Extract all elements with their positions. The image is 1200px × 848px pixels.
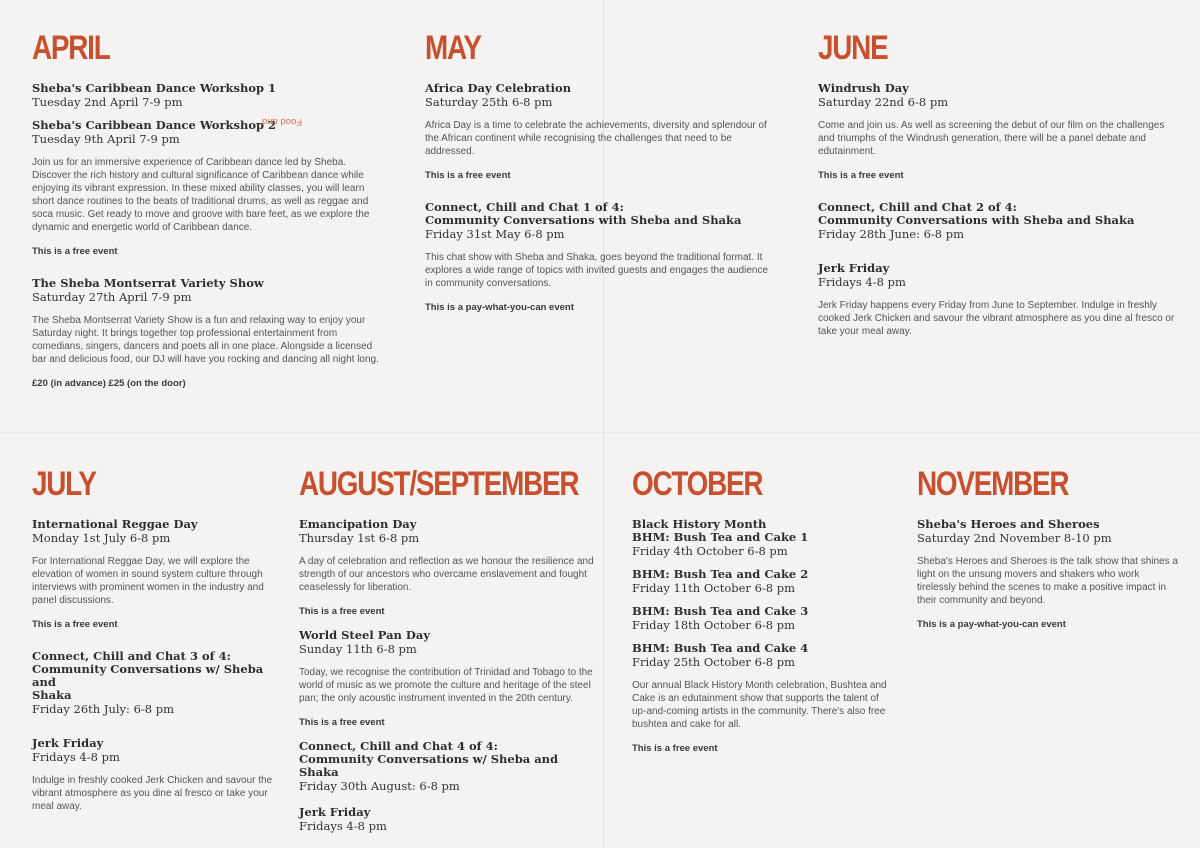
month-heading-august-september: AUGUST/SEPTEMBER [299, 465, 579, 503]
event-date: Fridays 4-8 pm [299, 819, 387, 833]
event-date: Saturday 22nd 6-8 pm [818, 95, 949, 109]
event-title: Jerk Friday [299, 805, 371, 819]
event-price-note: This is a free event [32, 246, 118, 257]
event-price-note: This is a free event [818, 170, 904, 181]
event-date: Friday 4th October 6-8 pm [632, 544, 788, 558]
event-date: Monday 1st July 6-8 pm [32, 531, 171, 545]
event-subtitle: Community Conversations w/ Sheba and Shaka [299, 752, 559, 779]
event-title: World Steel Pan Day [299, 628, 431, 642]
event-price-note: This is a pay-what-you-can event [425, 302, 574, 313]
event-dance-workshop-1 [32, 82, 382, 110]
event-title: Connect, Chill and Chat 4 of 4: [299, 739, 498, 753]
column-august-september [299, 464, 594, 843]
event-description: Sheba's Heroes and Sheroes is the talk show that shines a light on the unsung movers and shakers who work tirelessly behind the scenes to make a positive impact in their community and beyond. [917, 556, 1178, 606]
month-heading-november: NOVEMBER [917, 465, 1069, 503]
event-connect-chill-chat-2 [818, 201, 1178, 242]
event-description: Africa Day is a time to celebrate the achievements, diversity and splendour of the African continent while recognising the challenges that need to be addressed. [425, 120, 767, 157]
month-heading-july: JULY [32, 465, 96, 503]
event-date: Tuesday 2nd April 7-9 pm [32, 95, 183, 109]
event-title: Jerk Friday [32, 736, 104, 750]
event-title: Black History Month [632, 517, 767, 531]
column-july [32, 464, 287, 825]
event-title: BHM: Bush Tea and Cake 2 [632, 567, 809, 581]
month-heading-april: APRIL [32, 29, 110, 67]
event-price-note: £20 (in advance) £25 (on the door) [32, 378, 186, 389]
event-bhm-4 [632, 642, 894, 754]
column-may [425, 28, 775, 333]
event-date: Friday 18th October 6-8 pm [632, 618, 796, 632]
event-jerk-friday-august [299, 806, 594, 834]
event-price-note: This is a free event [632, 743, 718, 754]
event-emancipation-day [299, 518, 594, 617]
event-date: Tuesday 9th April 7-9 pm [32, 132, 180, 146]
event-title: Emancipation Day [299, 517, 417, 531]
event-date: Friday 31st May 6-8 pm [425, 227, 565, 241]
event-title: International Reggae Day [32, 517, 198, 531]
event-description: Today, we recognise the contribution of Trinidad and Tobago to the world of music as we promote the culture and heritage of the steel pan; the only acoustic instrument invented in the 20th century. [299, 667, 593, 704]
event-reggae-day [32, 518, 287, 630]
event-bhm-2 [632, 568, 894, 596]
event-dance-workshop-2 [32, 119, 382, 257]
event-title: Connect, Chill and Chat 2 of 4: [818, 200, 1017, 214]
event-title: Windrush Day [818, 81, 909, 95]
event-description: Our annual Black History Month celebration, Bushtea and Cake is an edutainment show that supports the talent of up-and-coming artists in the community. There's also free bushtea and cake for all. [632, 680, 887, 730]
month-heading-june: JUNE [818, 29, 888, 67]
event-title: Connect, Chill and Chat 1 of 4: [425, 200, 624, 214]
event-date: Sunday 11th 6-8 pm [299, 642, 417, 656]
event-price-note: This is a pay-what-you-can event [917, 619, 1066, 630]
event-date: Saturday 2nd November 8-10 pm [917, 531, 1112, 545]
event-date: Friday 30th August: 6-8 pm [299, 779, 460, 793]
month-heading-october: OCTOBER [632, 465, 763, 503]
event-jerk-friday-july [32, 737, 287, 813]
event-date: Saturday 27th April 7-9 pm [32, 290, 192, 304]
event-connect-chill-chat-4 [299, 740, 594, 794]
event-title: Jerk Friday [818, 261, 890, 275]
event-connect-chill-chat-3 [32, 650, 287, 717]
event-date: Saturday 25th 6-8 pm [425, 95, 553, 109]
event-date: Fridays 4-8 pm [818, 275, 906, 289]
event-bhm-3 [632, 605, 894, 633]
event-title: BHM: Bush Tea and Cake 3 [632, 604, 809, 618]
event-description: This chat show with Sheba and Shaka, goes beyond the traditional format. It explores a wide range of topics with invited guests and engages the audience in community conversations. [425, 252, 769, 289]
event-subtitle-cont: Shaka [32, 688, 72, 702]
event-description: Join us for an immersive experience of Caribbean dance led by Sheba. Discover the rich history and cultural significance of Caribbean dance while enjoying its vibrant expression. In these mixed ability classes, you will learn short dance routines to the beats of traditional drums, as well as reggae and soca music. Get ready to move and groove with bare feet, as we explore the dynamic and energetic world of Caribbean dance. [32, 157, 370, 233]
month-heading-may: MAY [425, 29, 481, 67]
event-title: The Sheba Montserrat Variety Show [32, 276, 264, 290]
event-title: Sheba's Heroes and Sheroes [917, 517, 1100, 531]
column-october [632, 464, 894, 774]
event-title: Sheba's Caribbean Dance Workshop 1 [32, 81, 277, 95]
event-jerk-friday-june [818, 262, 1178, 338]
event-title: Connect, Chill and Chat 3 of 4: [32, 649, 231, 663]
event-windrush-day [818, 82, 1178, 181]
event-description: Jerk Friday happens every Friday from June to September. Indulge in freshly cooked Jerk Chicken and savour the vibrant atmosphere as you dine al fresco or take your meal away. [818, 300, 1175, 337]
event-subtitle: Community Conversations with Sheba and Shaka [818, 213, 1135, 227]
column-november [917, 464, 1179, 650]
event-subtitle: BHM: Bush Tea and Cake 1 [632, 530, 809, 544]
event-date: Friday 28th June: 6-8 pm [818, 227, 965, 241]
event-date: Thursday 1st 6-8 pm [299, 531, 420, 545]
event-africa-day [425, 82, 775, 181]
event-description: A day of celebration and reflection as we honour the resilience and strength of our ancestors who overcame enslavement and fought ceaselessly for liberation. [299, 556, 594, 593]
event-date: Friday 11th October 6-8 pm [632, 581, 796, 595]
event-price-note: This is a free event [299, 606, 385, 617]
event-title: BHM: Bush Tea and Cake 4 [632, 641, 809, 655]
event-heroes-sheroes [917, 518, 1179, 630]
event-steel-pan-day [299, 629, 594, 728]
event-bhm-1 [632, 518, 894, 559]
fold-line-horizontal [0, 432, 1200, 433]
event-description: The Sheba Montserrat Variety Show is a fun and relaxing way to enjoy your Saturday night. It brings together top professional entertainment from comedians, singers, dancers and poets all in one place. Alongside a licensed bar and delicious food, our DJ will have you rocking and dancing all night long. [32, 315, 379, 365]
event-title: Africa Day Celebration [425, 81, 572, 95]
event-price-note: This is a free event [299, 717, 385, 728]
event-date: Fridays 4-8 pm [32, 750, 120, 764]
event-description: Come and join us. As well as screening the debut of our film on the challenges and triumphs of the Windrush generation, there will be a panel debate and edutainment. [818, 120, 1165, 157]
event-date: Friday 26th July: 6-8 pm [32, 702, 175, 716]
event-title: Sheba's Caribbean Dance Workshop 2 [32, 118, 277, 132]
event-price-note: This is a free event [32, 619, 118, 630]
event-description: For International Reggae Day, we will explore the elevation of women in sound system culture through interviews with prominent women in the industry and panel discussions. [32, 556, 264, 606]
event-description: Indulge in freshly cooked Jerk Chicken and savour the vibrant atmosphere as you dine al fresco or take your meal away. [32, 775, 273, 812]
event-variety-show [32, 277, 382, 389]
event-price-note: This is a free event [425, 170, 511, 181]
event-subtitle: Community Conversations with Sheba and Shaka [425, 213, 742, 227]
event-date: Friday 25th October 6-8 pm [632, 655, 796, 669]
bleed-through-text: Food and [262, 116, 303, 127]
event-subtitle: Community Conversations w/ Sheba and [32, 662, 264, 689]
column-april [32, 28, 382, 409]
column-june [818, 28, 1178, 350]
event-connect-chill-chat-1 [425, 201, 775, 313]
